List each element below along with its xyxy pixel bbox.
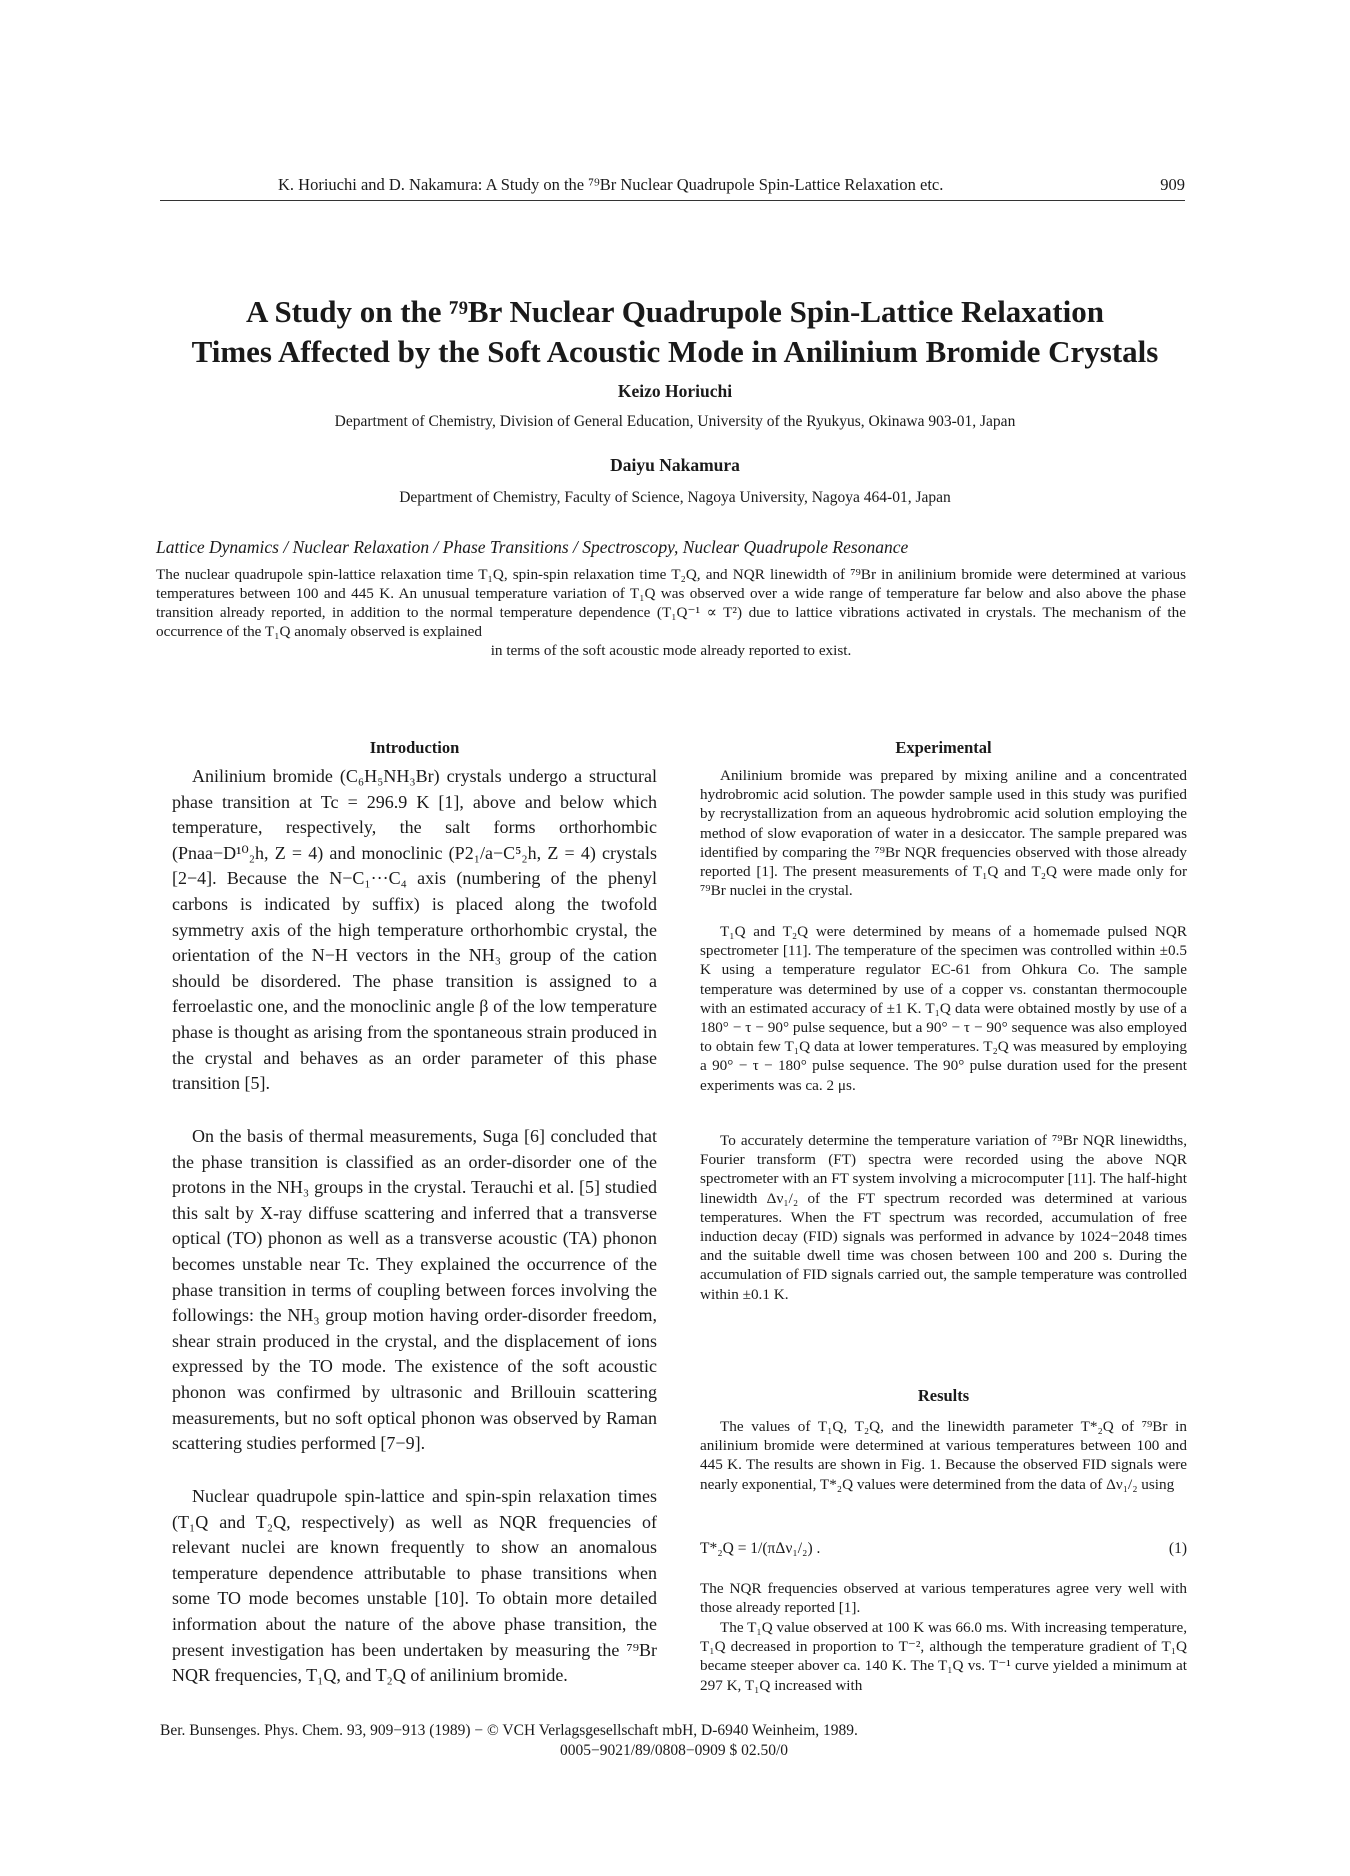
equation-expression: T*₂Q = 1/(πΔν₁/₂) .: [700, 1540, 821, 1557]
page-number: 909: [1160, 175, 1185, 194]
results-paragraph: The values of T₁Q, T₂Q, and the linewidth parameter T*₂Q of ⁷⁹Br in anilinium bromide were determined at various temperatures between 100 and 445 K. The results are shown in Fig. 1. Because the observed FID signals were nearly exponential, T*₂Q values were determined from the data of Δν₁/₂ using: [700, 1418, 1187, 1493]
abstract-last-line: in terms of the soft acoustic mode already reported to exist.: [490, 642, 852, 659]
intro-paragraph: On the basis of thermal measurements, Suga [6] concluded that the phase transition is classified as an order-disorder one of the protons in the NH₃ groups in the crystal. Terauchi et al. [5] studied this salt by X-ray diffuse scattering and inferred that a transverse optical (TO) phonon as well as a transverse acoustic (TA) phonon becomes unstable near Tc. They explained the occurrence of the phase transition in terms of coupling between forces involving the followings: the NH₃ group motion having order-disorder freedom, shear strain produced in the crystal, and the displacement of ions expressed by the TO mode. The existence of the soft acoustic phonon was confirmed by ultrasonic and Brillouin scattering measurements, but no soft optical phonon was observed by Raman scattering studies performed [7−9].: [172, 1126, 657, 1454]
author-name: Daiyu Nakamura: [610, 455, 740, 475]
title-line-2: Times Affected by the Soft Acoustic Mode in Anilinium Bromide Crystals: [191, 334, 1159, 369]
section-heading-experimental: Experimental: [895, 738, 992, 757]
footer-code: 0005−9021/89/0808−0909 $ 02.50/0: [560, 1742, 789, 1759]
experimental-paragraph: Anilinium bromide was prepared by mixing aniline and a concentrated hydrobromic acid solution. The powder sample used in this study was purified by recrystallization from an aqueous hydrobromic acid solution employing the method of slow evaporation of water in a desiccator. The sample prepared was identified by comparing the ⁷⁹Br NQR frequencies observed with those already reported [1]. The present measurements of T₁Q and T₂Q were made only for ⁷⁹Br nuclei in the crystal.: [700, 767, 1187, 900]
footer-citation: Ber. Bunsenges. Phys. Chem. 93, 909−913 (1989) − © VCH Verlagsgesellschaft mbH, D-6940 Weinheim, 1989.: [160, 1722, 858, 1739]
keywords: Lattice Dynamics / Nuclear Relaxation / Phase Transitions / Spectroscopy, Nuclear Quadrupole Resonance: [156, 537, 909, 557]
author-affiliation: Department of Chemistry, Division of General Education, University of the Ryukyus, Okinawa 903-01, Japan: [334, 413, 1016, 430]
footer: [160, 1721, 1185, 1761]
article-title: [100, 292, 1250, 372]
experimental-paragraph: To accurately determine the temperature variation of ⁷⁹Br NQR linewidths, Fourier transform (FT) spectra were recorded using the above NQR spectrometer with an FT system involving a microcomputer [11]. The half-hight linewidth Δν₁/₂ of the FT spectrum recorded was determined at various temperatures. When the FT spectrum was recorded, accumulation of free induction decay (FID) signals was performed in advance by 1024−2048 times and the suitable dwell time was chosen between 100 and 200 s. During the accumulation of FID signals carried out, the sample temperature was controlled within ±0.1 K.: [700, 1132, 1187, 1303]
author-name: Keizo Horiuchi: [617, 381, 733, 401]
equation-1: [700, 1540, 1187, 1558]
header-rule: [160, 200, 1185, 201]
abstract-body: The nuclear quadrupole spin-lattice relaxation time T₁Q, spin-spin relaxation time T₂Q, and NQR linewidth of ⁷⁹Br in anilinium bromide were determined at various temperatures between 100 and 445 K. An unusual temperature variation of T₁Q was observed over a wide range of temperature far below and also above the phase transition already reported, in addition to the normal temperature dependence (T₁Q⁻¹ ∝ T²) due to lattice vibrations activated in crystals. The mechanism of the occurrence of the T₁Q anomaly observed is explained: [156, 566, 1186, 640]
results-paragraph: The T₁Q value observed at 100 K was 66.0 ms. With increasing temperature, T₁Q decreased in proportion to T⁻², although the temperature gradient of T₁Q became steeper abover ca. 140 K. The T₁Q vs. T⁻¹ curve yielded a minimum at 297 K, T₁Q increased with: [700, 1619, 1187, 1694]
running-head-text: K. Horiuchi and D. Nakamura: A Study on the ⁷⁹Br Nuclear Quadrupole Spin-Lattice Relaxation etc.: [278, 175, 944, 194]
running-head: [160, 173, 1185, 199]
author-affiliation: Department of Chemistry, Faculty of Science, Nagoya University, Nagoya 464-01, Japan: [399, 489, 951, 506]
abstract: [156, 565, 1186, 660]
intro-paragraph: Nuclear quadrupole spin-lattice and spin-spin relaxation times (T₁Q and T₂Q, respectively) as well as NQR frequencies of relevant nuclei are known frequently to show an anomalous temperature dependence attributable to phase transitions when some TO mode becomes unstable [10]. To obtain more detailed information about the nature of the above phase transition, the present investigation has been undertaken by measuring the ⁷⁹Br NQR frequencies, T₁Q, and T₂Q of anilinium bromide.: [172, 1486, 657, 1686]
title-line-1: A Study on the ⁷⁹Br Nuclear Quadrupole Spin-Lattice Relaxation: [246, 294, 1104, 329]
equation-number: (1): [1168, 1540, 1187, 1557]
results-paragraph: The NQR frequencies observed at various temperatures agree very well with those already reported [1].: [700, 1580, 1187, 1617]
experimental-paragraph: T₁Q and T₂Q were determined by means of a homemade pulsed NQR spectrometer [11]. The temperature of the specimen was controlled within ±0.5 K using a temperature regulator EC-61 from Ohkura Co. The sample temperature was determined by use of a copper vs. constantan thermocouple with an estimated accuracy of ±1 K. T₁Q data were obtained mostly by use of a 180° − τ − 90° pulse sequence, but a 90° − τ − 90° sequence was also employed to obtain few T₁Q data at lower temperatures. T₂Q was measured by employing a 90° − τ − 180° pulse sequence. The 90° pulse duration used for the present experiments was ca. 2 μs.: [700, 923, 1187, 1094]
section-heading-results: Results: [917, 1386, 970, 1405]
section-heading-introduction: Introduction: [369, 738, 460, 757]
intro-paragraph: Anilinium bromide (C₆H₅NH₃Br) crystals undergo a structural phase transition at Tc = 296.9 K [1], above and below which temperature, respectively, the salt forms orthorhombic (Pnaa−D¹⁰₂h, Z = 4) and monoclinic (P2₁/a−C⁵₂h, Z = 4) crystals [2−4]. Because the N−C₁···C₄ axis (numbering of the phenyl carbons is indicated by suffix) is placed along the twofold symmetry axis of the high temperature orthorhombic crystal, the orientation of the N−H vectors in the NH₃ group of the cation should be disordered. The phase transition is assigned to a ferroelastic one, and the monoclinic angle β of the low temperature phase is thought as arising from the spontaneous strain produced in the crystal and behaves as an order parameter of this phase transition [5].: [172, 766, 657, 1094]
